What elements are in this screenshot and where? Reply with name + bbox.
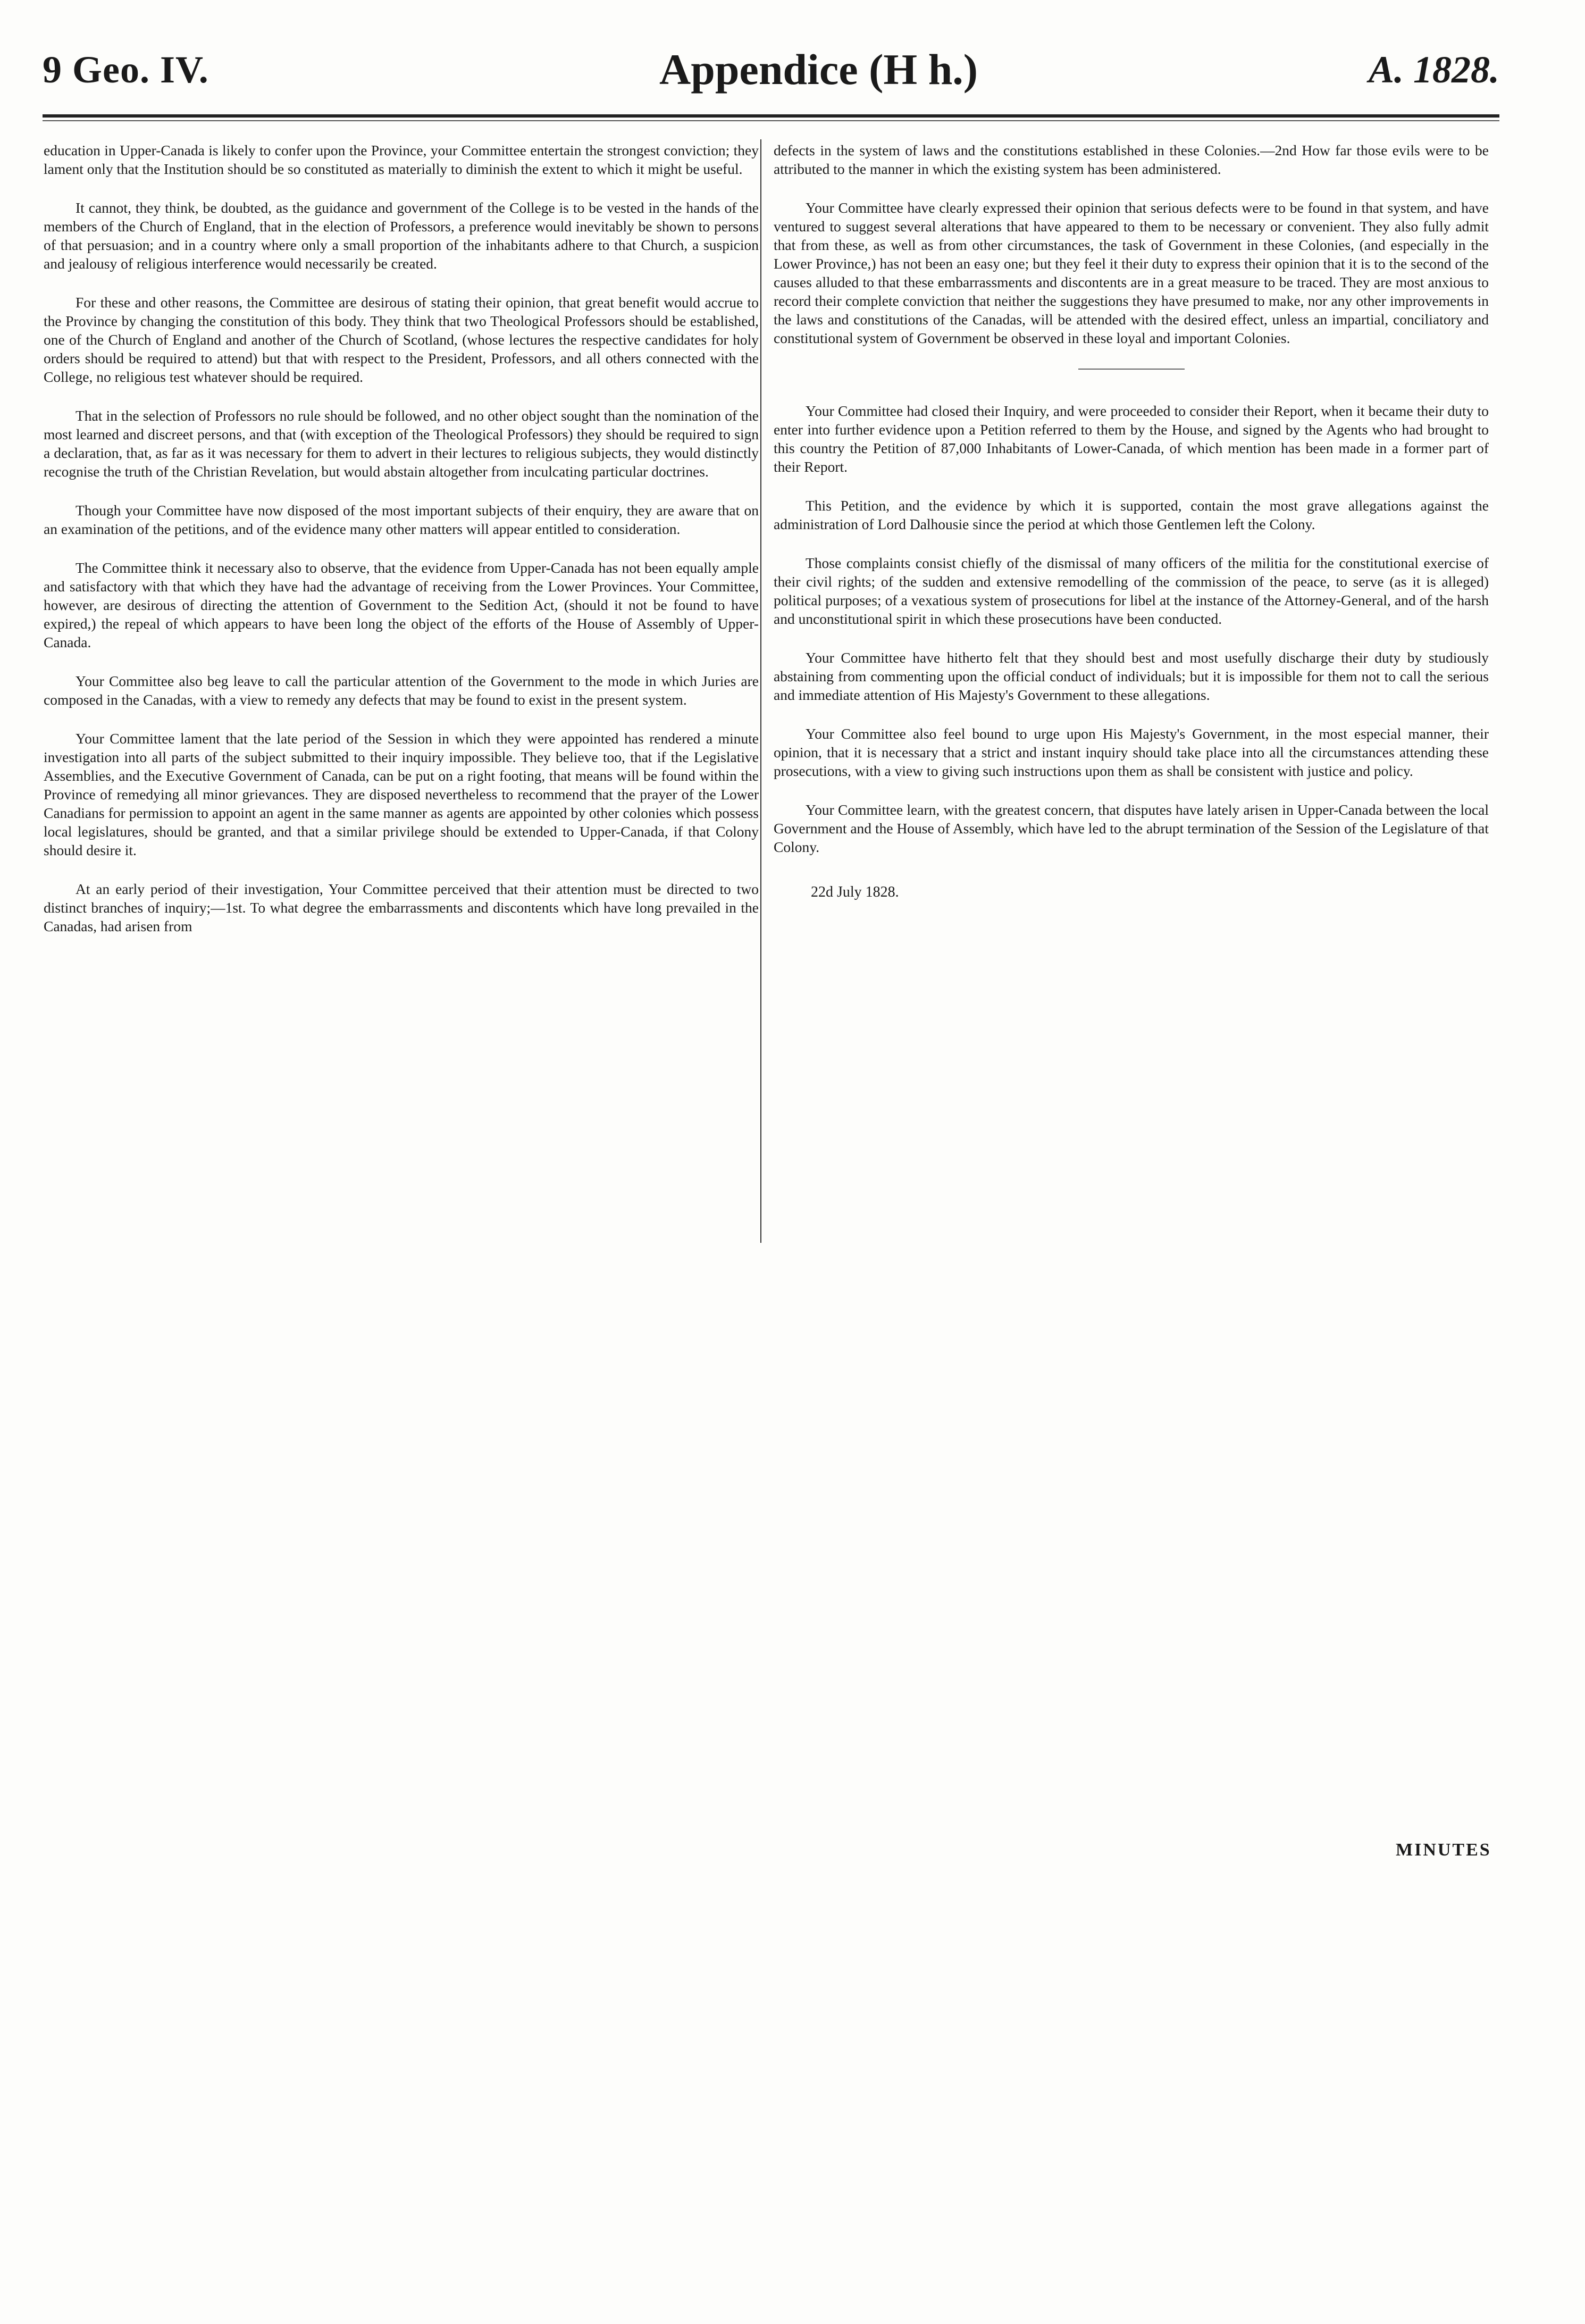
right-paragraph-8: Your Committee learn, with the greatest concern, that disputes have lately arisen in Upper-Canada between the local Government and the House of Assembly, which have led to the abrupt termination of the Session of the Legislature of that Colony. xyxy=(774,801,1489,855)
catchword: MINUTES xyxy=(1396,1840,1491,1860)
right-column xyxy=(774,141,1489,901)
header-regnal-year: 9 Geo. IV. xyxy=(43,48,209,91)
column-divider xyxy=(760,139,761,1243)
right-paragraph-5: Those complaints consist chiefly of the dismissal of many officers of the militia for the constitutional exercise of their civil rights; of the sudden and extensive remodelling of the commission of the peace, to serve (as it is alleged) political purposes; of a vexatious system of prosecutions for libel at the instance of the Attorney-General, and of the harsh and unconstitutional spirit in which these prosecutions have been conducted. xyxy=(774,555,1489,627)
right-paragraph-6: Your Committee have hitherto felt that they should best and most usefully discharge their duty by studiously abstaining from commenting upon the official conduct of individuals; but it is impossible for them not to call the serious and immediate attention of His Majesty's Government to these allegations. xyxy=(774,649,1489,703)
left-paragraph-1: education in Upper-Canada is likely to confer upon the Province, your Committee entertain the strongest conviction; they lament only that the Institution should be so constituted as materially to diminish the extent to which it might be useful. xyxy=(44,142,759,177)
left-paragraph-7: Your Committee also beg leave to call the particular attention of the Government to the mode in which Juries are composed in the Canadas, with a view to remedy any defects that may be found to exist in the present system. xyxy=(44,673,759,708)
right-paragraph-2: Your Committee have clearly expressed their opinion that serious defects were to be found in that system, and have ventured to suggest several alterations that have appeared to them to be necessary or convenient. They also fully admit that from these, as well as from other circumstances, the task of Government in these Colonies, (and especially in the Lower Province,) has not been an easy one; but they feel it their duty to express their opinion that it is to the second of the causes alluded to that these embarrassments and discontents are in a great measure to be traced. They are most anxious to record their complete conviction that neither the suggestions they have presumed to make, nor any other improvements in the laws and constitutions of the Canadas, will be attended with the desired effect, unless an impartial, conciliatory and constitutional system of Government be observed in these loyal and important Colonies. xyxy=(774,199,1489,346)
left-paragraph-9: At an early period of their investigation, Your Committee perceived that their attention must be directed to two distinct branches of inquiry;—1st. To what degree the embarrassments and discontents which have long prevailed in the Canadas, had arisen from xyxy=(44,881,759,934)
section-separator xyxy=(1078,369,1185,370)
right-paragraph-7: Your Committee also feel bound to urge upon His Majesty's Government, in the most especial manner, their opinion, that it is necessary that a strict and instant inquiry should take place into all the circumstances attending these prosecutions, with a view to giving such instructions upon them as shall be consistent with justice and policy. xyxy=(774,725,1489,779)
right-paragraph-1: defects in the system of laws and the constitutions established in these Colonies.—2nd How far those evils were to be attributed to the manner in which the existing system has been administered. xyxy=(774,142,1489,177)
left-column xyxy=(44,141,759,956)
left-paragraph-8: Your Committee lament that the late period of the Session in which they were appointed has rendered a minute investigation into all parts of the subject submitted to their inquiry impossible. They believe too, that if the Legislative Assemblies, and the Executive Government of Canada, can be put on a right footing, that means will be found within the Province of remedying all minor grievances. They are disposed nevertheless to recommend that the prayer of the Lower Canadians for permission to appoint an agent in the same manner as agents are appointed by other colonies which possess local legislatures, should be granted, and that a similar privilege should be extended to Upper-Canada, if that Colony should desire it. xyxy=(44,730,759,858)
left-paragraph-2: It cannot, they think, be doubted, as the guidance and government of the College is to be vested in the hands of the members of the Church of England, that in the election of Professors, a preference would inevitably be shown to persons of that persuasion; and in a country where only a small proportion of the inhabitants adhere to that Church, a suspicion and jealousy of religious interference would necessarily be created. xyxy=(44,199,759,272)
right-paragraph-3: Your Committee had closed their Inquiry, and were proceeded to consider their Report, when it became their duty to enter into further evidence upon a Petition referred to them by the House, and signed by the Agents who had brought to this country the Petition of 87,000 Inhabitants of Lower-Canada, of which mention has been made in a former part of their Report. xyxy=(774,403,1489,475)
header-rule-thin xyxy=(43,120,1499,121)
left-paragraph-6: The Committee think it necessary also to observe, that the evidence from Upper-Canada has not been equally ample and satisfactory with that which they have had the advantage of receiving from the Lower Provinces. Your Committee, however, are desirous of directing the attention of Government to the Sedition Act, (should it not be found to have expired,) the repeal of which appears to have been long the object of the efforts of the House of Assembly of Upper-Canada. xyxy=(44,559,759,650)
left-paragraph-4: That in the selection of Professors no rule should be followed, and no other object sought than the nomination of the most learned and discreet persons, and that (with exception of the Theological Professors) they should be required to sign a declaration, that, as far as it was necessary for them to advert in their lectures to religious subjects, they would distinctly recognise the truth of the Christian Revelation, but would abstain altogether from inculcating particular doctrines. xyxy=(44,407,759,480)
left-paragraph-3: For these and other reasons, the Committee are desirous of stating their opinion, that great benefit would accrue to the Province by changing the constitution of this body. They think that two Theological Professors should be established, one of the Church of England and another of the Church of Scotland, (whose lectures the respective candidates for holy orders should be required to attend) but that with respect to the President, Professors, and all others connected with the College, no religious test whatever should be required. xyxy=(44,294,759,385)
report-date: 22d July 1828. xyxy=(811,884,899,900)
right-paragraph-4: This Petition, and the evidence by which it is supported, contain the most grave allegations against the administration of Lord Dalhousie since the period at which those Gentlemen left the Colony. xyxy=(774,497,1489,532)
left-paragraph-5: Though your Committee have now disposed of the most important subjects of their enquiry, they are aware that on an examination of the petitions, and of the evidence many other matters will appear entitled to consideration. xyxy=(44,502,759,537)
header-title: Appendice (H h.) xyxy=(659,45,978,94)
running-header xyxy=(43,37,1499,101)
header-rule-thick xyxy=(43,114,1499,118)
header-year: A. 1828. xyxy=(1368,48,1499,91)
